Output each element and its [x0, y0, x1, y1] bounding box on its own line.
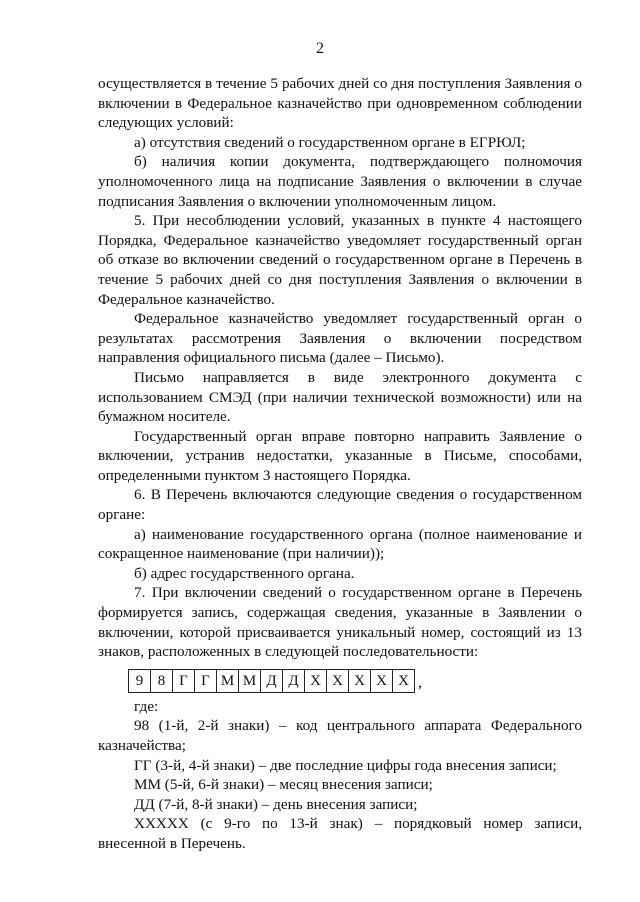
code-cell: 8	[150, 670, 172, 692]
paragraph: Государственный орган вправе повторно направить Заявление о включении, устранив недостатки, указанные в Письме, способами, определенными пунктом 3 настоящего Порядка.	[98, 427, 582, 484]
paragraph: а) отсутствия сведений о государственном органе в ЕГРЮЛ;	[134, 133, 526, 151]
paragraph: 5. При несоблюдении условий, указанных в пункте 4 настоящего Порядка, Федеральное казначейство уведомляет государственный орган об отказе во включении сведений о государственном органе в Перечень в течение 5 рабочих дней со дня поступления Заявления о включении в Федеральное казначейство.	[98, 212, 582, 308]
paragraph: 7. При включении сведений о государственном органе в Перечень формируется запись, содержащая сведения, указанные в Заявлении о включении, которой присваивается уникальный номер, состоящий из 13 знаков, расположенных в следующей последовательности:	[98, 584, 582, 661]
code-cell: Д	[282, 670, 304, 692]
code-cell: Г	[194, 670, 216, 692]
paragraph: ХХХХХ (с 9-го по 13-й знак) – порядковый номер записи, внесенной в Перечень.	[98, 815, 582, 852]
record-number-code-box	[128, 669, 415, 693]
paragraphs-before-code	[98, 74, 582, 662]
paragraph: осуществляется в течение 5 рабочих дней со дня поступления Заявления о включении в Федеральное казначейство при одновременном соблюдении следующих условий:	[98, 75, 582, 132]
paragraph: 98 (1-й, 2-й знаки) – код центрального аппарата Федерального казначейства;	[98, 717, 582, 754]
code-cell: Х	[370, 670, 392, 692]
code-cell: Д	[260, 670, 282, 692]
code-cell: М	[238, 670, 260, 692]
code-cell: М	[216, 670, 238, 692]
paragraph: б) адрес государственного органа.	[134, 564, 355, 582]
paragraph: ГГ (3-й, 4-й знаки) – две последние цифры года внесения записи;	[134, 756, 557, 774]
code-trailing-comma: ,	[418, 674, 422, 692]
paragraph: 6. В Перечень включаются следующие сведения о государственном органе:	[98, 486, 582, 524]
paragraph: Федеральное казначейство уведомляет государственный орган о результатах рассмотрения Заявления о включении посредством направления официального письма (далее – Письмо).	[98, 310, 582, 367]
code-cell: Х	[348, 670, 370, 692]
code-cell: Х	[326, 670, 348, 692]
paragraph: где:	[134, 697, 159, 715]
paragraphs-after-code	[98, 697, 582, 854]
page-number: 2	[316, 40, 324, 57]
paragraph: ДД (7-й, 8-й знаки) – день внесения записи;	[134, 795, 418, 813]
code-cell: Х	[304, 670, 326, 692]
paragraph: б) наличия копии документа, подтверждающего полномочия уполномоченного лица на подписание Заявления о включении в случае подписания Заявления о включении уполномоченным лицом.	[98, 153, 582, 210]
record-number-format	[128, 669, 582, 693]
code-cell: Х	[392, 670, 414, 692]
paragraph: Письмо направляется в виде электронного документа с использованием СМЭД (при наличии технической возможности) или на бумажном носителе.	[98, 368, 582, 426]
code-cell: 9	[135, 672, 144, 689]
code-cell: Г	[172, 670, 194, 692]
paragraph: ММ (5-й, 6-й знаки) – месяц внесения записи;	[134, 776, 433, 794]
document-body	[98, 74, 582, 854]
paragraph: а) наименование государственного органа (полное наименование и сокращенное наименование (при наличии));	[98, 525, 582, 563]
